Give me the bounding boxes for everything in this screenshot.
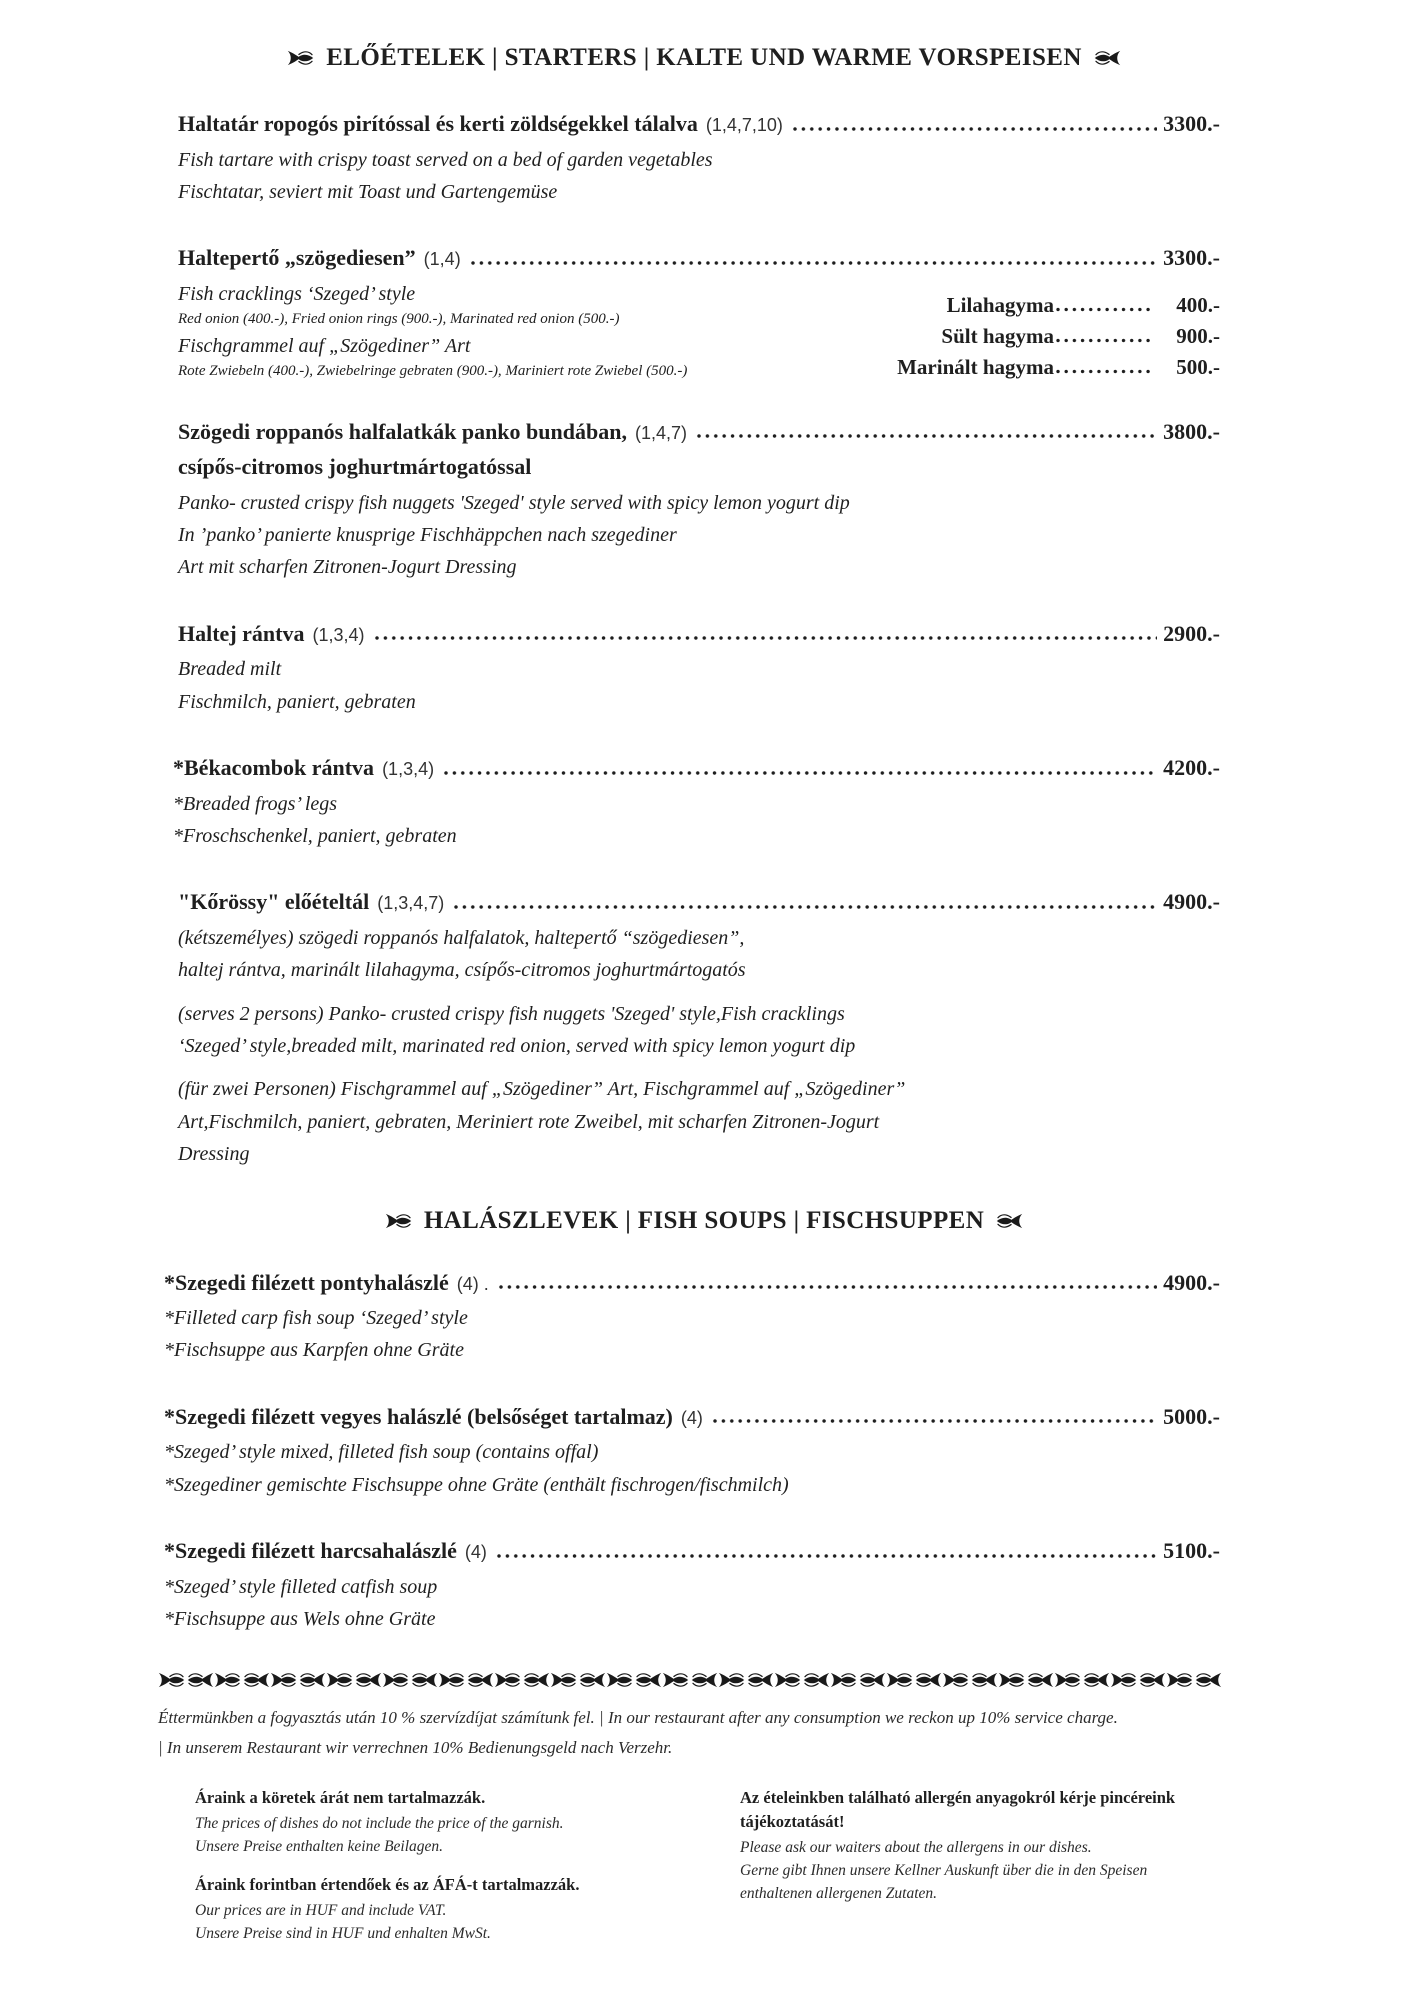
item-title: *Békacombok rántva <box>173 755 375 781</box>
fish-ornament-icon <box>691 1671 718 1689</box>
fish-ornament-icon <box>1195 1671 1222 1689</box>
item-title-row <box>178 110 1220 138</box>
section-header-fish-soups <box>188 1207 1220 1235</box>
item-desc-en: Fish tartare with crispy toast served on a bed of garden vegetables <box>178 148 713 171</box>
fish-ornament-icon <box>467 1671 494 1689</box>
side-order-row <box>890 290 1220 321</box>
item-title: "Kőrössy" előételtál <box>178 889 370 915</box>
fish-pair-ornament-icon <box>550 1671 606 1689</box>
item-allergens: (1,3,4,7) <box>377 893 445 914</box>
side-order-label: Marinált hagyma <box>897 355 1054 380</box>
item-allergens: (1,4,7) <box>634 422 687 443</box>
vat-note-block <box>195 1873 700 1945</box>
allergen-note-title: Az ételeinkben található allergén anyagokról kérje pincéreink tájékoztatását! <box>740 1787 1176 1831</box>
fish-ornament-icon <box>606 1671 633 1689</box>
garnish-note-block <box>195 1786 700 1858</box>
fish-ornament-icon <box>382 1671 409 1689</box>
menu-item <box>158 620 1220 718</box>
item-desc-de: Art,Fischmilch, paniert, gebraten, Meriniert rote Zweibel, mit scharfen Zitronen-Jogurt <box>178 1110 880 1133</box>
garnish-note-title: Áraink a köretek árát nem tartalmazzák. <box>195 1787 486 1807</box>
fish-ornament-icon <box>299 1671 326 1689</box>
fish-ornament-icon <box>635 1671 662 1689</box>
item-price: 3300.- <box>1163 111 1220 136</box>
fish-ornament-icon <box>438 1671 465 1689</box>
fish-pair-ornament-icon <box>494 1671 550 1689</box>
item-price: 4900.- <box>1163 889 1220 915</box>
fish-ornament-icon <box>915 1671 942 1689</box>
side-order-price: 900.- <box>1176 324 1220 349</box>
fish-ornament-icon <box>287 49 314 67</box>
item-price: 4900.- <box>1163 1269 1220 1295</box>
item-title: *Szegedi filézett pontyhalászlé <box>164 1269 449 1295</box>
item-desc-de-group <box>178 1073 1220 1170</box>
fish-pair-ornament-icon <box>382 1671 438 1689</box>
menu-item <box>158 418 1220 584</box>
fish-pair-ornament-icon <box>1110 1671 1166 1689</box>
item-desc-de: (für zwei Personen) Fischgrammel auf „Szögediner” Art, Fischgrammel auf „Szögediner” <box>178 1078 906 1101</box>
item-desc-de: Fischtatar, seviert mit Toast und Gartengemüse <box>178 180 558 203</box>
fish-pair-ornament-icon <box>606 1671 662 1689</box>
fish-pair-ornament-icon <box>438 1671 494 1689</box>
fish-ornament-icon <box>1083 1671 1110 1689</box>
item-title-row <box>178 620 1220 648</box>
item-title: *Szegedi filézett vegyes halászlé (belsőséget tartalmaz) <box>164 1403 673 1429</box>
side-order-price: 500.- <box>1176 355 1220 380</box>
menu-item <box>158 1537 1220 1635</box>
item-allergens: (1,4,7,10) <box>705 115 783 135</box>
item-desc-de: Art mit scharfen Zitronen-Jogurt Dressing <box>178 556 517 579</box>
garnish-note-de: Unsere Preise enthalten keine Beilagen. <box>195 1838 444 1856</box>
fish-ornament-icon <box>243 1671 270 1689</box>
side-order-price-list <box>890 290 1220 383</box>
dotted-leader <box>1055 304 1151 315</box>
fish-ornament-icon <box>494 1671 521 1689</box>
fish-ornament-icon <box>830 1671 857 1689</box>
dotted-leader <box>498 1281 1157 1293</box>
fish-ornament-icon <box>1110 1671 1137 1689</box>
item-note-de: Rote Zwiebeln (400.-), Zwiebelringe gebraten (900.-), Mariniert rote Zwiebel (500.-) <box>178 363 688 380</box>
dotted-leader <box>1055 335 1151 346</box>
dotted-leader <box>374 632 1158 644</box>
vat-note-en: Our prices are in HUF and include VAT. <box>195 1902 447 1920</box>
side-order-price: 400.- <box>1176 293 1220 318</box>
fish-ornament-icon <box>214 1671 241 1689</box>
item-allergens: (4) <box>680 1407 703 1428</box>
dotted-leader <box>470 257 1157 269</box>
fish-pair-ornament-icon <box>774 1671 830 1689</box>
item-title-row <box>178 888 1220 916</box>
fish-pair-ornament-icon <box>214 1671 270 1689</box>
fish-pair-ornament-icon <box>998 1671 1054 1689</box>
item-desc-en: Breaded milt <box>178 658 282 681</box>
garnish-note-en: The prices of dishes do not include the price of the garnish. <box>195 1814 564 1832</box>
side-order-row <box>890 321 1220 352</box>
item-desc-de: Fischgrammel auf „Szögediner” Art <box>178 334 471 357</box>
item-price: 5000.- <box>1163 1403 1220 1429</box>
item-desc-en: ‘Szeged’ style,breaded milt, marinated red onion, served with spicy lemon yogurt dip <box>178 1034 856 1057</box>
side-order-label: Lilahagyma <box>946 293 1054 318</box>
fish-ornament-icon <box>1139 1671 1166 1689</box>
menu-page <box>158 0 1220 1961</box>
item-desc-en: *Szeged’ style mixed, filleted fish soup (contains offal) <box>164 1441 599 1464</box>
fish-pair-ornament-icon <box>326 1671 382 1689</box>
allergen-note-block <box>740 1786 1190 1906</box>
service-charge-line2: | In unserem Restaurant wir verrechnen 10% Bedienungsgeld nach Verzehr. <box>158 1737 673 1757</box>
allergen-note-de: Gerne gibt Ihnen unsere Kellner Auskunft über die in den Speisen enthaltenen allergenen Zutaten. <box>740 1861 1148 1903</box>
item-title: Haltepertő „szögediesen” <box>178 245 416 271</box>
dotted-leader <box>496 1550 1157 1562</box>
fish-pair-ornament-icon <box>830 1671 886 1689</box>
item-title: Haltatár ropogós pirítóssal és kerti zöldségekkel tálalva <box>178 111 698 136</box>
fish-ornament-icon <box>803 1671 830 1689</box>
footer-left-column <box>195 1786 700 1961</box>
item-price: 2900.- <box>1163 620 1220 646</box>
fish-ornament-icon <box>270 1671 297 1689</box>
fish-divider-row <box>158 1671 1220 1689</box>
menu-item <box>158 1403 1220 1501</box>
item-title-row <box>164 1403 1220 1431</box>
item-desc-en: *Szeged’ style filleted catfish soup <box>164 1575 438 1598</box>
fish-ornament-icon <box>1054 1671 1081 1689</box>
menu-item <box>158 244 1220 381</box>
fish-pair-ornament-icon <box>942 1671 998 1689</box>
side-order-label: Sült hagyma <box>941 324 1054 349</box>
item-price: 4200.- <box>1163 755 1220 781</box>
fish-pair-ornament-icon <box>718 1671 774 1689</box>
fish-ornament-icon <box>718 1671 745 1689</box>
item-price: 3300.- <box>1163 245 1220 271</box>
vat-note-title: Áraink forintban értendőek és az ÁFÁ-t tartalmazzák. <box>195 1875 580 1895</box>
dotted-leader <box>792 123 1157 135</box>
menu-item <box>158 1269 1220 1367</box>
item-desc-en: Fish cracklings ‘Szeged’ style <box>178 282 416 305</box>
item-title-line2: csípős-citromos joghurtmártogatóssal <box>178 454 532 480</box>
footer-columns <box>158 1786 1220 1961</box>
item-desc-de: *Szegediner gemischte Fischsuppe ohne Gräte (enthält fischrogen/fischmilch) <box>164 1473 789 1496</box>
item-title-row <box>178 244 1220 272</box>
item-desc-en: Panko- crusted crispy fish nuggets 'Szeged' style served with spicy lemon yogurt dip <box>178 491 850 514</box>
menu-item <box>158 754 1220 852</box>
fish-ornament-icon <box>158 1671 185 1689</box>
item-desc-de: *Froschschenkel, paniert, gebraten <box>173 824 457 847</box>
fish-ornament-icon <box>385 1212 412 1230</box>
fish-ornament-icon <box>662 1671 689 1689</box>
side-order-row <box>890 352 1220 383</box>
item-allergens: (4) . <box>456 1273 489 1294</box>
item-title: Szögedi roppanós halfalatkák panko bundában, <box>178 418 627 444</box>
item-allergens: (1,3,4) <box>312 624 365 645</box>
item-title: Haltej rántva <box>178 620 305 646</box>
allergen-note-en: Please ask our waiters about the allergens in our dishes. <box>740 1838 1092 1856</box>
item-title-row <box>164 1269 1220 1297</box>
section-title: HALÁSZLEVEK | FISH SOUPS | FISCHSUPPEN <box>423 1206 985 1234</box>
menu-item <box>158 888 1220 1170</box>
fish-ornament-icon <box>550 1671 577 1689</box>
item-desc-hu: (kétszemélyes) szögedi roppanós halfalatok, haltepertő “szögediesen”, <box>178 926 745 949</box>
item-price: 3800.- <box>1163 418 1220 444</box>
item-title-row <box>173 754 1220 782</box>
item-title: *Szegedi filézett harcsahalászlé <box>164 1538 457 1564</box>
item-desc-de: In ’panko’ panierte knusprige Fischhäppchen nach szegediner <box>178 523 677 546</box>
item-allergens: (1,3,4) <box>382 759 435 780</box>
fish-ornament-icon <box>579 1671 606 1689</box>
item-price: 5100.- <box>1163 1538 1220 1564</box>
fish-pair-ornament-icon <box>886 1671 942 1689</box>
item-desc-en-group <box>178 998 1220 1063</box>
fish-ornament-icon <box>523 1671 550 1689</box>
fish-ornament-icon <box>774 1671 801 1689</box>
fish-ornament-icon <box>187 1671 214 1689</box>
fish-ornament-icon <box>886 1671 913 1689</box>
dotted-leader <box>443 767 1157 779</box>
fish-pair-ornament-icon <box>1054 1671 1110 1689</box>
fish-ornament-icon <box>411 1671 438 1689</box>
section-title: ELŐÉTELEK | STARTERS | KALTE UND WARME VORSPEISEN <box>326 44 1082 71</box>
fish-pair-ornament-icon <box>270 1671 326 1689</box>
item-desc-hu: haltej rántva, marinált lilahagyma, csípős-citromos joghurtmártogatós <box>178 959 746 982</box>
item-desc-de: *Fischsuppe aus Karpfen ohne Gräte <box>164 1339 464 1362</box>
dotted-leader <box>453 901 1157 913</box>
item-title-row <box>178 418 1220 446</box>
dotted-leader <box>696 430 1157 442</box>
fish-ornament-icon <box>971 1671 998 1689</box>
fish-ornament-icon <box>355 1671 382 1689</box>
fish-ornament-icon <box>942 1671 969 1689</box>
fish-ornament-icon <box>1094 49 1121 67</box>
menu-item <box>158 110 1220 208</box>
footer-right-column <box>740 1786 1190 1961</box>
item-desc-en: *Breaded frogs’ legs <box>173 792 338 815</box>
item-desc-en: (serves 2 persons) Panko- crusted crispy fish nuggets 'Szeged' style,Fish cracklings <box>178 1002 845 1025</box>
item-desc-de: *Fischsuppe aus Wels ohne Gräte <box>164 1607 436 1630</box>
fish-ornament-icon <box>1027 1671 1054 1689</box>
item-title-row <box>164 1537 1220 1565</box>
service-charge-line1: Éttermünkben a fogyasztás után 10 % szervízdíjat számítunk fel. | In our restaurant after any consumption we reckon up 10% service charge. <box>158 1708 1118 1728</box>
item-note-en: Red onion (400.-), Fried onion rings (900.-), Marinated red onion (500.-) <box>178 311 620 328</box>
item-desc-hu-group <box>178 922 1220 987</box>
fish-ornament-icon <box>996 1212 1023 1230</box>
fish-ornament-icon <box>1166 1671 1193 1689</box>
fish-pair-ornament-icon <box>662 1671 718 1689</box>
item-allergens: (1,4) <box>423 249 461 270</box>
section-header-starters <box>188 44 1220 72</box>
fish-ornament-icon <box>859 1671 886 1689</box>
item-desc-en: *Filleted carp fish soup ‘Szeged’ style <box>164 1307 468 1330</box>
item-desc-de: Fischmilch, paniert, gebraten <box>178 690 416 713</box>
service-charge-note <box>158 1703 1233 1761</box>
vat-note-de: Unsere Preise sind in HUF und enhalten MwSt. <box>195 1925 491 1943</box>
item-desc-de: Dressing <box>178 1143 250 1166</box>
fish-ornament-icon <box>326 1671 353 1689</box>
dotted-leader <box>1055 366 1151 377</box>
fish-ornament-icon <box>998 1671 1025 1689</box>
fish-pair-ornament-icon <box>1166 1671 1222 1689</box>
fish-pair-ornament-icon <box>158 1671 214 1689</box>
item-allergens: (4) <box>464 1542 487 1563</box>
dotted-leader <box>712 1415 1157 1427</box>
fish-ornament-icon <box>747 1671 774 1689</box>
